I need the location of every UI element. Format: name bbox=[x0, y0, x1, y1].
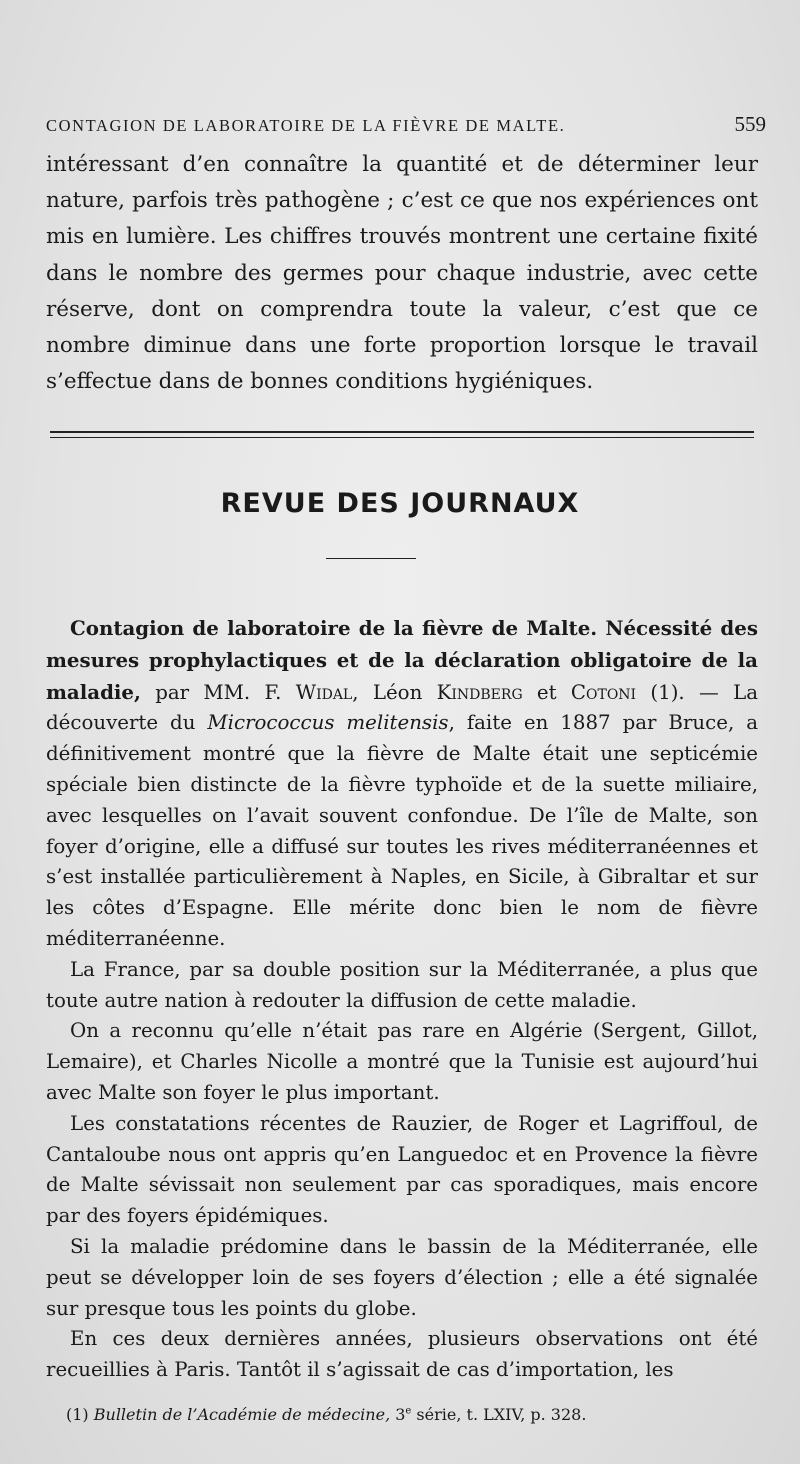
paragraph-6: En ces deux dernières années, plusieurs observations ont été recueillies à Paris. Tantôt il s’agissait de cas d’importation, les bbox=[46, 1327, 758, 1382]
footnote-journal: Bulletin de l’Académie de médecine, bbox=[93, 1405, 391, 1424]
paragraph-text: intéressant d’en connaître la quantité et de déterminer leur nature, parfois très pathogène ; c’est ce que nos expériences ont mis en lumière. Les chiffres trouvés montrent une certaine fixité dans le nombre des germes pour chaque industrie, avec cette réserve, dont on comprendra toute la valeur, c’est que ce nombre diminue dans une forte proportion lorsque le travail s’effectue dans de bonnes conditions hygiéniques. bbox=[46, 152, 758, 395]
title-rule bbox=[326, 558, 416, 559]
double-rule-bottom bbox=[50, 437, 754, 438]
section-title: REVUE DES JOURNAUX bbox=[220, 488, 580, 519]
paragraph-2: La France, par sa double position sur la Méditerranée, a plus que toute autre nation à redouter la diffusion de cette maladie. bbox=[46, 957, 758, 1012]
organism-name: Micrococcus melitensis bbox=[207, 711, 449, 735]
double-rule-top bbox=[50, 431, 754, 433]
author-kindberg: Kindberg bbox=[436, 680, 523, 704]
article bbox=[46, 613, 758, 1386]
author-widal: Widal bbox=[295, 680, 353, 704]
article-heading: Contagion de laboratoire de la fièvre de Malte. Nécessité des mesures prophylactiques et de la déclaration obligatoire de la maladie, bbox=[46, 616, 758, 704]
page-number: 559 bbox=[734, 112, 766, 136]
running-head-title: CONTAGION DE LABORATOIRE DE LA FIÈVRE DE MALTE. bbox=[46, 116, 566, 135]
footnote-ref: (1). — La découverte du bbox=[46, 680, 758, 735]
paragraph-3: On a reconnu qu’elle n’était pas rare en Algérie (Sergent, Gillot, Lemaire), et Charles Nicolle a montré que la Tunisie est aujourd’hui avec Malte son foyer le plus important. bbox=[46, 1019, 758, 1104]
paragraph-5: Si la maladie prédomine dans le bassin de la Méditerranée, elle peut se développer loin de ses foyers d’élection ; elle a été signalée sur presque tous les points du globe. bbox=[46, 1234, 758, 1320]
paragraph-4: Les constatations récentes de Rauzier, de Roger et Lagriffoul, de Cantaloube nous ont appris qu’en Languedoc et en Provence la fièvre de Malte sévissait non seulement par cas sporadiques, mais encore par des foyers épidémiques. bbox=[46, 1111, 758, 1228]
footnote: (1) Bulletin de l’Académie de médecine, 3e série, t. LXIV, p. 328. bbox=[66, 1405, 587, 1424]
running-head bbox=[46, 112, 766, 137]
article-intro: Contagion de laboratoire de la fièvre de Malte. Nécessité des mesures prophylactiques et de la déclaration obligatoire de la maladie, par MM. F. Widal, Léon Kindberg et Cotoni (1). — La découverte du Micrococcus melitensis, faite en 1887 par Bruce, a définitivement montré que la fièvre de Malte était une septicémie spéciale bien distincte de la fièvre typhoïde et de la suette miliaire, avec lesquelles on l’avait souvent confondue. De l’île de Malte, son foyer d’origine, elle a diffusé sur toutes les rives méditerranéennes et s’est installée particulièrement à Naples, en Sicile, à Gibraltar et sur les côtes d’Espagne. Elle mérite donc bien le nom de fièvre méditerranéenne. bbox=[46, 616, 758, 950]
continued-paragraph bbox=[46, 147, 758, 400]
author-cotoni: Cotoni bbox=[570, 680, 637, 704]
